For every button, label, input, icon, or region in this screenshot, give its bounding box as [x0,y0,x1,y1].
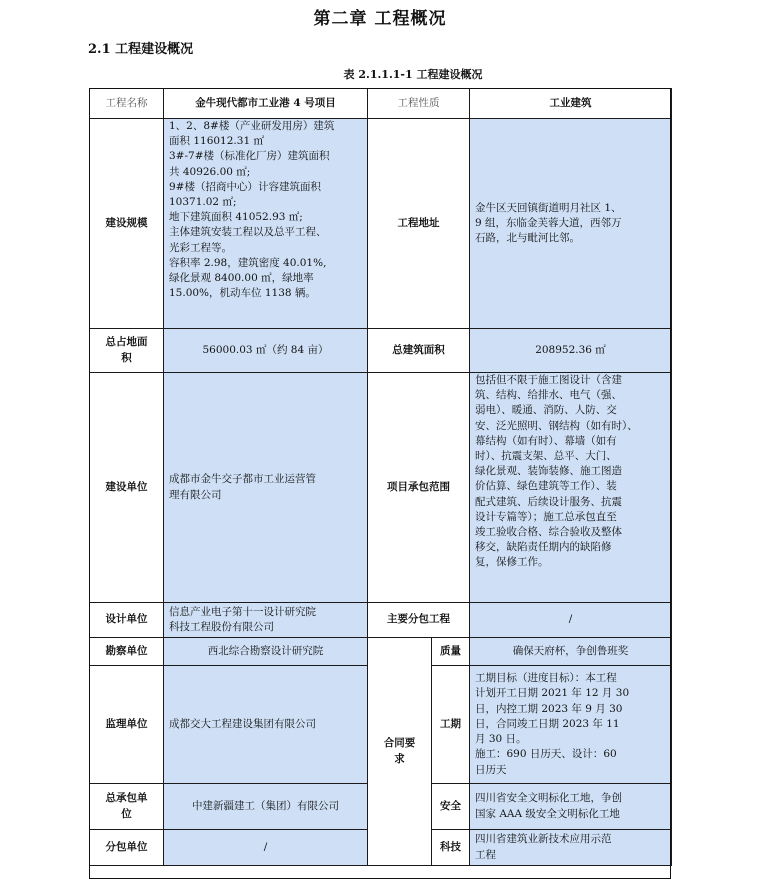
contract-label: 合同要 求 [368,638,432,866]
tech-value: 四川省建筑业新技术应用示范 工程 [470,830,672,866]
period-value: 工期目标（进度目标）：本工程 计划开工日期 2021 年 12 月 30 日，内控工期 2023 年 9 月 30 日，合同竣工日期 2023 年 11 月 30 日。 施工：690 日历天、设计：60 日历天 [470,666,672,784]
address-value: 金牛区天回镇街道明月社区 1、 9 组，东临金芙蓉大道，西邻万 石路，北与毗河比邻。 [470,119,672,329]
table-row [90,373,672,603]
table-row [90,89,672,119]
scope-label: 项目承包范围 [368,373,470,603]
scale-label: 建设规模 [90,119,164,329]
owner-label: 建设单位 [90,373,164,603]
survey-value: 西北综合勘察设计研究院 [164,638,368,666]
safety-value: 四川省安全文明标化工地，争创 国家 AAA 级安全文明标化工地 [470,784,672,830]
table-caption: 表 2.1.1.1-1 工程建设概况 [343,68,483,81]
scope-value: 包括但不限于施工图设计（含建 筑、结构、给排水、电气（强、 弱电）、暖通、消防、人防、交 安、泛光照明、钢结构（如有时）、 幕结构（如有时）、幕墙（如有 时）、抗震支架、总平、大门、 绿化景观、装饰装修、施工图造 价估算、绿色建筑等工作）、装 配式建筑、后续设计服务、抗震 设计专篇等）；施工总承包直至 竣工验收合格、综合验收及整体 移交，缺陷责任期内的缺陷修 复，保修工作。 [470,373,672,603]
project-name-value: 金牛现代都市工业港 4 号项目 [164,89,368,119]
supervisor-label: 监理单位 [90,666,164,784]
survey-label: 勘察单位 [90,638,164,666]
project-overview-table [89,88,672,866]
chapter-title: 第二章 工程概况 [313,9,447,29]
quality-value: 确保天府杯，争创鲁班奖 [470,638,672,666]
owner-value: 成都市金牛交子都市工业运营管 理有限公司 [164,373,368,603]
supervisor-value: 成都交大工程建设集团有限公司 [164,666,368,784]
building-area-value: 208952.36 ㎡ [470,329,672,373]
sub-unit-label: 分包单位 [90,830,164,866]
project-name-label: 工程名称 [90,89,164,119]
period-label: 工期 [432,666,470,784]
nature-value: 工业建筑 [470,89,672,119]
gc-label: 总承包单 位 [90,784,164,830]
section-title: 2.1 工程建设概况 [88,42,194,57]
land-area-value: 56000.03 ㎡（约 84 亩） [164,329,368,373]
scale-value: 1、2、8#楼（产业研发用房）建筑 面积 116012.31 ㎡ 3#-7#楼（标准化厂房）建筑面积 共 40926.00 ㎡; 9#楼（招商中心）计容建筑面积 10371.02 ㎡; 地下建筑面积 41052.93 ㎡; 主体建筑安装工程以及总平工程、 光彩工程等。 容积率 2.98，建筑密度 40.01%, 绿化景观 8400.00 ㎡，绿地率 15.00%，机动车位 1138 辆。 [164,119,368,329]
table-row [90,603,672,638]
table-row [90,638,672,666]
table-row [90,119,672,329]
gc-value: 中建新疆建工（集团）有限公司 [164,784,368,830]
nature-label: 工程性质 [368,89,470,119]
land-area-label: 总占地面 积 [90,329,164,373]
tech-label: 科技 [432,830,470,866]
designer-value: 信息产业电子第十一设计研究院 科技工程股份有限公司 [164,603,368,638]
safety-label: 安全 [432,784,470,830]
building-area-label: 总建筑面积 [368,329,470,373]
quality-label: 质量 [432,638,470,666]
sub-unit-value: / [164,830,368,866]
designer-label: 设计单位 [90,603,164,638]
address-label: 工程地址 [368,119,470,329]
table-row [90,329,672,373]
subcontract-value: / [470,603,672,638]
subcontract-label: 主要分包工程 [368,603,470,638]
